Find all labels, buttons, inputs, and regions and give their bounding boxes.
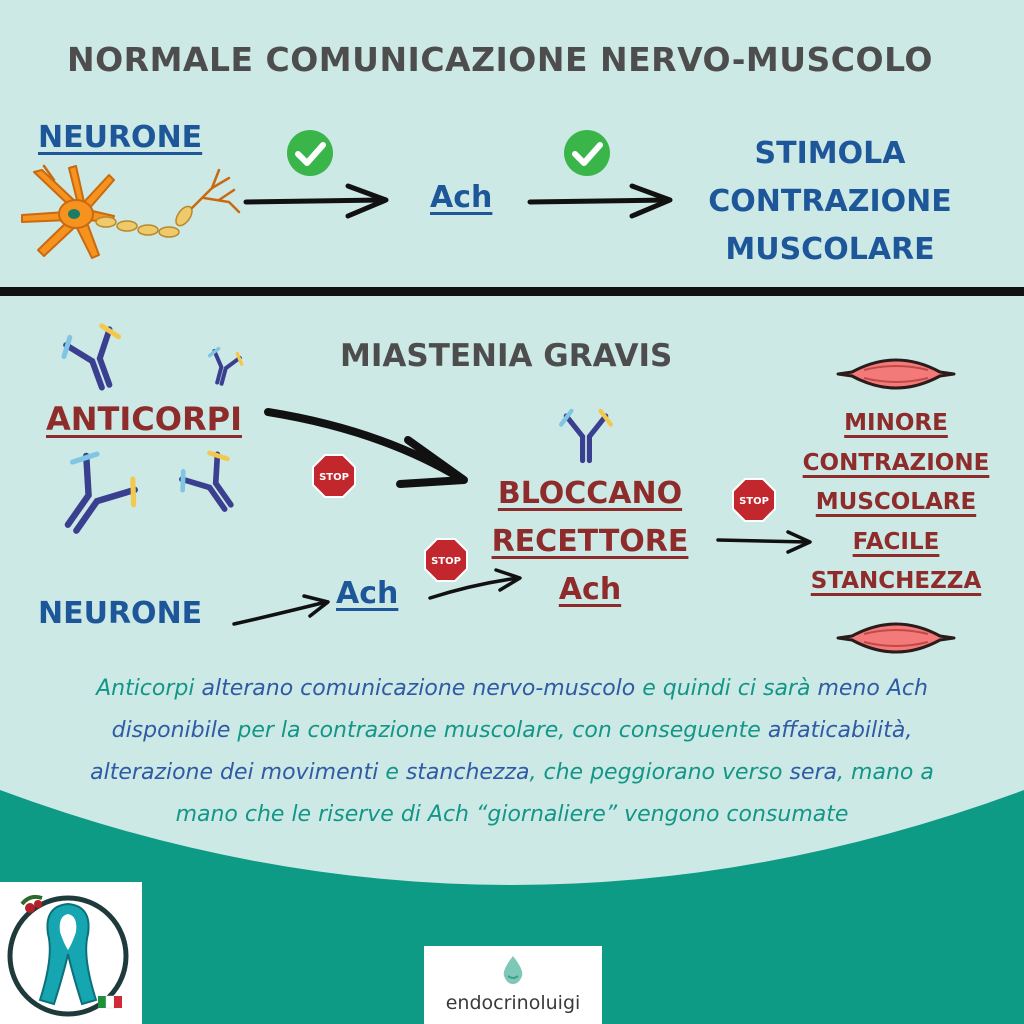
- normal-neuron-label: NEURONE: [38, 120, 203, 155]
- muscle-icon: [834, 614, 958, 662]
- paragraph-segment: per la contrazione muscolare, con conseguente: [237, 718, 768, 743]
- mg-result-line: STANCHEZZA: [810, 568, 982, 594]
- normal-result-line: STIMOLA: [754, 136, 906, 171]
- arrow-ach-to-receptor: [424, 566, 534, 606]
- stop-sign-icon: [732, 478, 776, 522]
- paragraph-segment: e quindi ci sarà: [642, 676, 818, 701]
- normal-title: NORMALE COMUNICAZIONE NERVO-MUSCOLO: [67, 40, 933, 79]
- arrow-neuron-to-ach: [228, 592, 338, 632]
- antibody-icon: [178, 450, 244, 516]
- stop-sign-text: STOP: [739, 496, 769, 507]
- mg-result-line: MUSCOLARE: [815, 489, 977, 515]
- antibody-icon: [60, 322, 130, 392]
- arrow-neuron-to-ach: [240, 180, 400, 230]
- paragraph-segment: e: [385, 760, 406, 785]
- paragraph-segment: , che peggiorano verso: [529, 760, 790, 785]
- mg-result-line: FACILE: [852, 528, 940, 555]
- mg-neuron-label: NEURONE: [38, 596, 203, 631]
- mg-block-line: RECETTORE: [491, 524, 689, 559]
- antibody-icon: [556, 402, 616, 466]
- normal-result-line: CONTRAZIONE: [708, 184, 952, 219]
- stop-sign-text: STOP: [431, 556, 461, 567]
- stop-sign-text: STOP: [319, 472, 349, 483]
- muscle-icon: [834, 350, 958, 398]
- mg-result-line: MINORE: [844, 410, 948, 436]
- normal-result-line: MUSCOLARE: [725, 232, 935, 267]
- mg-result: [776, 404, 1016, 602]
- paragraph-segment: stanchezza: [405, 760, 530, 785]
- drop-logo-icon: [500, 954, 526, 986]
- paragraph-segment: meno Ach disponibile: [111, 676, 928, 743]
- antibody-icon: [50, 450, 140, 540]
- paragraph-segment: Anticorpi: [96, 676, 202, 701]
- check-icon: [562, 128, 612, 178]
- section-divider: [0, 287, 1024, 296]
- stop-sign-icon: [312, 454, 356, 498]
- neuron-icon: [14, 160, 244, 270]
- mg-result-line: CONTRAZIONE: [802, 449, 990, 476]
- check-icon: [285, 128, 335, 178]
- arrow-antibodies-to-receptor: [260, 400, 480, 500]
- mg-ach-label: Ach: [336, 576, 399, 611]
- normal-result: [660, 130, 1000, 274]
- mg-antibodies-label: ANTICORPI: [46, 400, 242, 438]
- paragraph-segment: sera: [789, 760, 838, 785]
- normal-ach-label: Ach: [430, 180, 493, 215]
- brand-logo: [424, 946, 602, 1024]
- mg-title: MIASTENIA GRAVIS: [340, 338, 673, 374]
- paragraph-segment: alterano comunicazione nervo-muscolo: [201, 676, 643, 701]
- ribbon-logo-icon: [0, 882, 142, 1024]
- paragraph-segment: , mano a mano che le riserve di Ach “giornaliere” vengono consumate: [175, 760, 934, 827]
- antibody-icon: [204, 346, 244, 386]
- ribbon-logo: [0, 882, 142, 1024]
- mg-block-line: Ach: [558, 572, 622, 607]
- brand-name: endocrinoluigi: [445, 992, 581, 1014]
- italy-flag-icon: [98, 996, 122, 1008]
- mg-block-line: BLOCCANO: [497, 476, 683, 511]
- explanation-paragraph: [60, 668, 964, 836]
- paragraph-segment: affaticabilità, alterazione dei movimenti: [90, 718, 913, 785]
